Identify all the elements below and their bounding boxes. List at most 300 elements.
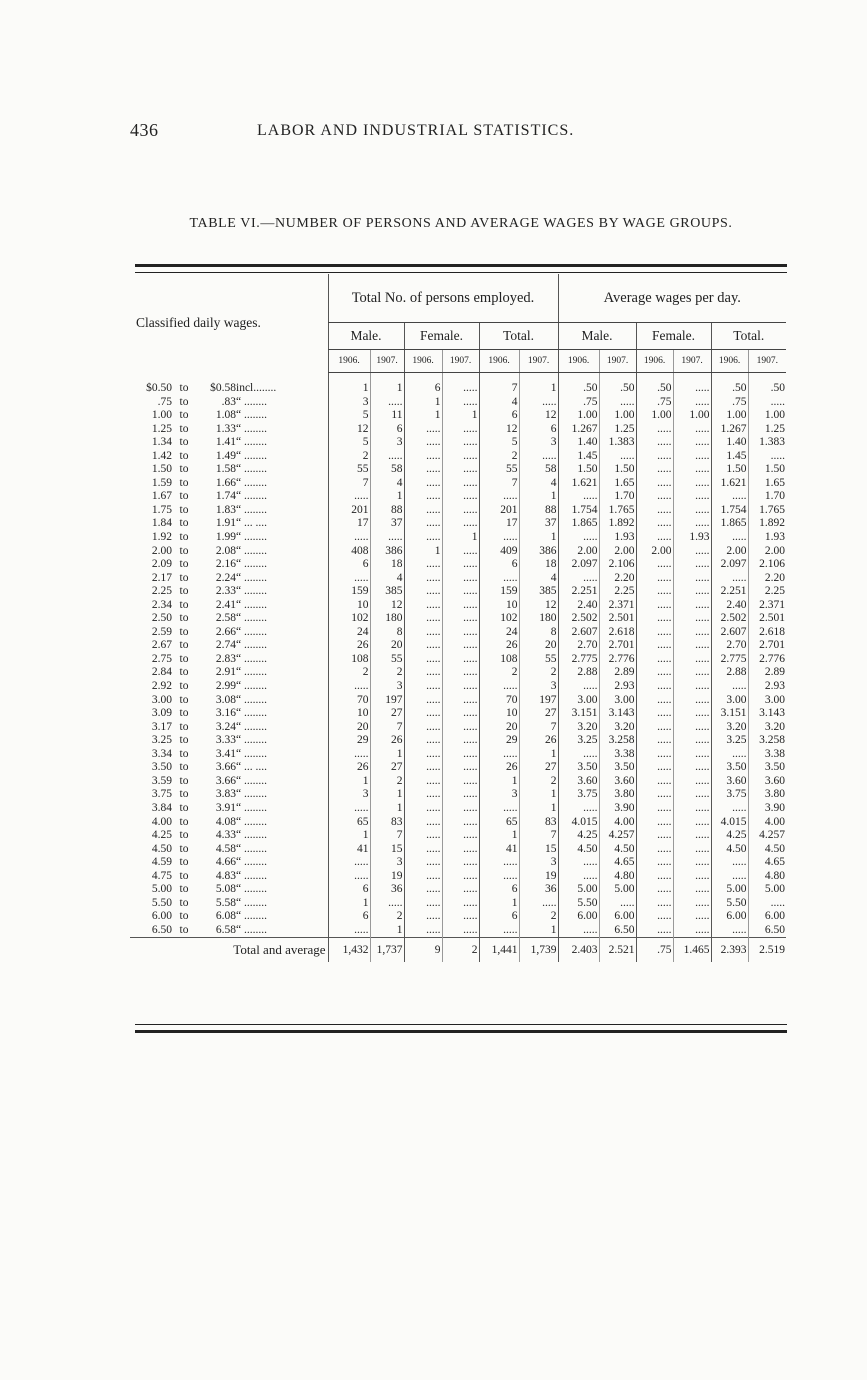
table-cell: ..... [636,694,673,708]
table-cell: 5.00 [599,883,636,897]
table-row [130,734,786,748]
subheading-male-persons: Male. [328,323,404,350]
table-cell: ..... [442,477,479,491]
wage-range-label [130,639,328,653]
table-cell: 4 [519,477,558,491]
table-cell: ..... [404,504,442,518]
wage-range-label [130,883,328,897]
table-cell: ..... [711,802,748,816]
table-cell: 1.25 [748,423,786,437]
table-cell: 3.20 [748,721,786,735]
table-cell: ..... [558,680,599,694]
table-cell: 3.25 [711,734,748,748]
table-row [130,626,786,640]
range-suffix: “ ........ [236,910,267,923]
table-cell: 6 [328,558,370,572]
table-cell: 26 [328,761,370,775]
table-cell: 3.60 [599,775,636,789]
table-cell: ..... [673,924,711,938]
table-cell: 1.621 [558,477,599,491]
table-cell: 6 [328,883,370,897]
table-cell: ..... [328,748,370,762]
table-cell: ..... [636,666,673,680]
table-cell: ..... [442,680,479,694]
table-cell: ..... [636,653,673,667]
table-cell: 180 [519,612,558,626]
table-cell: ..... [404,816,442,830]
table-cell: 2.93 [748,680,786,694]
table-cell: ..... [673,396,711,410]
table-cell: ..... [404,843,442,857]
table-cell: 6 [370,423,404,437]
table-cell: ..... [673,829,711,843]
table-cell: ..... [442,423,479,437]
range-to: 4.58 [215,842,236,855]
table-cell: 12 [370,599,404,613]
year-heading: 1906. [558,350,599,373]
range-suffix: “ ........ [236,571,267,584]
table-cell: 1.621 [711,477,748,491]
table-cell: ..... [558,531,599,545]
table-cell: ..... [442,694,479,708]
table-cell: ..... [636,802,673,816]
table-cell: 3.38 [748,748,786,762]
range-from: 1.42 [151,449,172,462]
table-cell: ..... [404,450,442,464]
range-from: 1.25 [151,422,172,435]
range-suffix: “ ........ [236,625,267,638]
table-cell: ..... [442,599,479,613]
range-to: .83 [221,395,236,408]
subheading-total-wages: Total. [711,323,786,350]
table-cell: 3.50 [599,761,636,775]
table-cell: 8 [519,626,558,640]
table-cell: 1.00 [748,409,786,423]
table-cell: ..... [479,870,519,884]
table-cell: 1.45 [558,450,599,464]
range-to-word: to [179,503,189,516]
table-cell: 1 [519,788,558,802]
table-cell: 2.701 [748,639,786,653]
table-cell: 6.00 [748,910,786,924]
table-cell: 2.618 [748,626,786,640]
table-cell: 27 [519,761,558,775]
table-cell: 2.251 [558,585,599,599]
table-cell: ..... [673,910,711,924]
range-from: 6.50 [151,923,172,936]
table-cell: ..... [636,761,673,775]
range-from: 2.50 [151,612,172,625]
table-cell: 1.00 [599,409,636,423]
range-to-word: to [179,409,189,422]
table-cell: ..... [711,572,748,586]
range-to-word: to [179,856,189,869]
range-to: 2.16 [215,558,236,571]
table-cell: ..... [404,775,442,789]
range-suffix: “ ........ [236,923,267,936]
table-cell: ..... [673,572,711,586]
table-cell: 1 [404,545,442,559]
table-cell: 70 [479,694,519,708]
range-from: 1.75 [151,503,172,516]
table-cell: 2.607 [711,626,748,640]
table-cell: ..... [442,816,479,830]
range-suffix: “ ........ [236,788,267,801]
table-cell: 1.765 [599,504,636,518]
table-cell: 3 [370,856,404,870]
range-suffix: “ ... .... [236,517,267,530]
table-row [130,423,786,437]
table-cell: 2 [519,910,558,924]
table-cell: ..... [479,856,519,870]
table-cell: 26 [479,639,519,653]
table-cell: ..... [636,477,673,491]
wage-range-label [130,734,328,748]
table-cell: 4.257 [748,829,786,843]
year-heading: 1906. [328,350,370,373]
table-cell: 386 [370,545,404,559]
table-cell: ..... [328,802,370,816]
table-cell: 3 [519,856,558,870]
table-cell: 1 [519,531,558,545]
table-cell: 4.50 [711,843,748,857]
table-cell: ..... [673,450,711,464]
table-cell: 1 [370,490,404,504]
table-cell: 36 [519,883,558,897]
table-cell: 1 [519,748,558,762]
table-cell: ..... [442,924,479,938]
year-heading: 1907. [370,350,404,373]
table-cell: 2.70 [558,639,599,653]
table-cell: 1 [404,409,442,423]
range-from: 3.25 [151,734,172,747]
table-cell: 1.93 [673,531,711,545]
table-cell: 1.70 [748,490,786,504]
table-cell: 12 [519,409,558,423]
table-cell: ..... [479,572,519,586]
table-row [130,585,786,599]
table-cell: ..... [479,490,519,504]
range-from: 2.84 [151,666,172,679]
range-to: 4.08 [215,815,236,828]
table-row [130,883,786,897]
table-cell: 6.00 [599,910,636,924]
table-cell: 3.80 [599,788,636,802]
range-suffix: “ ........ [236,490,267,503]
table-cell: 65 [328,816,370,830]
table-cell: ..... [370,396,404,410]
table-cell: ..... [636,707,673,721]
table-cell: ..... [442,734,479,748]
wage-range-label [130,802,328,816]
table-cell: 10 [479,707,519,721]
table-cell: 65 [479,816,519,830]
table-cell: ..... [636,517,673,531]
table-cell: 1.267 [711,423,748,437]
wage-range-label [130,924,328,938]
table-cell: ..... [636,639,673,653]
table-cell: ..... [404,734,442,748]
table-cell: 2.93 [599,680,636,694]
table-cell: ..... [479,531,519,545]
wage-range-label [130,788,328,802]
wage-range-label [130,816,328,830]
table-row [130,639,786,653]
range-from: 3.17 [151,720,172,733]
table-cell: 3.20 [599,721,636,735]
wage-range-label [130,910,328,924]
table-row [130,490,786,504]
table-cell: 3.60 [748,775,786,789]
total-cell: .75 [636,938,673,963]
wage-table [130,274,786,962]
range-suffix: incl........ [236,382,277,394]
table-cell: 3.258 [599,734,636,748]
table-cell: 5.00 [748,883,786,897]
table-cell: 197 [519,694,558,708]
table-cell: 2 [519,666,558,680]
table-row [130,504,786,518]
table-cell: ..... [636,775,673,789]
range-to-word: to [179,598,189,611]
table-cell: .50 [636,382,673,396]
range-suffix: “ ........ [236,720,267,733]
table-cell: 1.93 [748,531,786,545]
subheading-total-persons: Total. [479,323,558,350]
range-to: 3.41 [215,747,236,760]
range-to: 3.91 [215,801,236,814]
table-cell: 1.25 [599,423,636,437]
table-cell: ..... [404,721,442,735]
table-cell: ..... [442,382,479,396]
table-cell: 5.50 [558,897,599,911]
table-cell: 10 [328,707,370,721]
range-to-word: to [179,612,189,625]
range-to-word: to [179,801,189,814]
table-cell: 3 [370,436,404,450]
table-cell: 2.70 [711,639,748,653]
table-cell: 12 [479,423,519,437]
table-cell: 1.892 [748,517,786,531]
table-row [130,450,786,464]
range-from: 2.09 [151,558,172,571]
table-cell: 7 [479,477,519,491]
range-to-word: to [179,829,189,842]
table-cell: 3.258 [748,734,786,748]
table-cell: 4.25 [711,829,748,843]
table-cell: ..... [442,517,479,531]
table-cell: ..... [636,856,673,870]
table-cell: 1.383 [599,436,636,450]
table-cell: 3.151 [558,707,599,721]
table-cell: ..... [479,802,519,816]
range-to: 1.08 [215,409,236,422]
wage-range-label [130,517,328,531]
total-cell: 1,739 [519,938,558,963]
table-cell: 1.754 [558,504,599,518]
table-row [130,761,786,775]
table-cell: 408 [328,545,370,559]
wage-range-label [130,829,328,843]
table-cell: ..... [442,545,479,559]
table-cell: 88 [370,504,404,518]
table-cell: 1 [519,802,558,816]
wage-range-label [130,450,328,464]
table-cell: 201 [328,504,370,518]
table-cell: 7 [519,829,558,843]
table-cell: ..... [636,463,673,477]
table-cell: 6.50 [748,924,786,938]
range-to: 1.91 [215,517,236,530]
table-cell: 58 [519,463,558,477]
table-cell: 3 [519,680,558,694]
table-cell: ..... [370,897,404,911]
table-cell: ..... [404,910,442,924]
table-cell: 1.00 [711,409,748,423]
table-cell: 386 [519,545,558,559]
range-from: 4.50 [151,842,172,855]
table-cell: 3.50 [558,761,599,775]
year-heading: 1907. [748,350,786,373]
wage-range-label [130,612,328,626]
range-suffix: “ ........ [236,883,267,896]
range-suffix: “ ........ [236,449,267,462]
range-from: .75 [157,395,172,408]
table-cell: ..... [673,666,711,680]
table-cell: 83 [519,816,558,830]
table-cell: 4.015 [558,816,599,830]
table-cell: ..... [404,924,442,938]
table-cell: ..... [442,396,479,410]
table-cell: 1.65 [748,477,786,491]
table-cell: ..... [404,423,442,437]
range-to: 1.33 [215,422,236,435]
table-cell: 4.00 [748,816,786,830]
table-cell: 2.20 [748,572,786,586]
range-to-word: to [179,531,189,544]
table-cell: 1.70 [599,490,636,504]
table-cell: ..... [636,721,673,735]
year-heading: 1906. [404,350,442,373]
range-to: 2.08 [215,544,236,557]
header-spacer [130,373,786,383]
table-cell: 19 [370,870,404,884]
table-cell: 409 [479,545,519,559]
table-cell: 108 [328,653,370,667]
table-row [130,558,786,572]
table-cell: ..... [636,436,673,450]
table-cell: ..... [673,816,711,830]
range-to-word: to [179,896,189,909]
wage-range-label [130,856,328,870]
table-row [130,599,786,613]
bottom-double-rule [135,1024,787,1033]
wage-range-label [130,626,328,640]
table-cell: ..... [599,396,636,410]
table-cell: ..... [673,558,711,572]
table-cell: 1.00 [673,409,711,423]
table-cell: 5 [479,436,519,450]
range-from: 2.00 [151,544,172,557]
range-to: 1.99 [215,531,236,544]
table-cell: 6.00 [558,910,599,924]
table-cell: 3 [479,788,519,802]
table-cell: 18 [519,558,558,572]
range-from: 3.09 [151,707,172,720]
range-suffix: “ ........ [236,896,267,909]
year-heading: 1907. [519,350,558,373]
table-cell: ..... [404,626,442,640]
range-suffix: “ ........ [236,693,267,706]
range-to: 3.16 [215,707,236,720]
table-cell: 5.50 [711,897,748,911]
table-cell: 3.143 [599,707,636,721]
range-suffix: “ ........ [236,395,267,408]
table-cell: 37 [519,517,558,531]
table-cell: ..... [673,612,711,626]
table-cell: 1 [442,409,479,423]
table-row [130,409,786,423]
table-cell: 2.501 [748,612,786,626]
range-suffix: “ ........ [236,585,267,598]
range-to-word: to [179,463,189,476]
table-row [130,748,786,762]
table-cell: ..... [442,612,479,626]
table-cell: 2.501 [599,612,636,626]
table-cell: 2 [479,450,519,464]
range-to: 1.83 [215,503,236,516]
range-to: 3.83 [215,788,236,801]
wage-range-label [130,666,328,680]
table-row [130,545,786,559]
table-cell: 1 [519,924,558,938]
table-cell: 1.865 [558,517,599,531]
table-cell: 55 [519,653,558,667]
range-to: 4.66 [215,856,236,869]
total-cell: 2 [442,938,479,963]
table-cell: 1 [370,788,404,802]
table-cell: 2.89 [748,666,786,680]
wage-range-label [130,721,328,735]
range-from: 3.59 [151,774,172,787]
range-to-word: to [179,869,189,882]
range-to-word: to [179,788,189,801]
table-cell: 1.50 [599,463,636,477]
range-from: 1.34 [151,436,172,449]
subheading-male-wages: Male. [558,323,636,350]
table-cell: ..... [479,924,519,938]
range-to-word: to [179,666,189,679]
year-heading: 1907. [673,350,711,373]
table-cell: 55 [328,463,370,477]
range-suffix: “ ........ [236,666,267,679]
table-cell: .75 [711,396,748,410]
table-cell: 3.75 [711,788,748,802]
table-cell: 1 [328,382,370,396]
table-row [130,436,786,450]
table-cell: 3.60 [711,775,748,789]
wage-range-label [130,599,328,613]
table-cell: 2.20 [599,572,636,586]
table-cell: ..... [442,585,479,599]
table-cell: 7 [479,382,519,396]
table-cell: 2.251 [711,585,748,599]
table-cell: ..... [404,531,442,545]
table-cell: 6 [479,558,519,572]
wage-range-label [130,680,328,694]
table-cell: 159 [328,585,370,599]
table-cell: ..... [404,572,442,586]
